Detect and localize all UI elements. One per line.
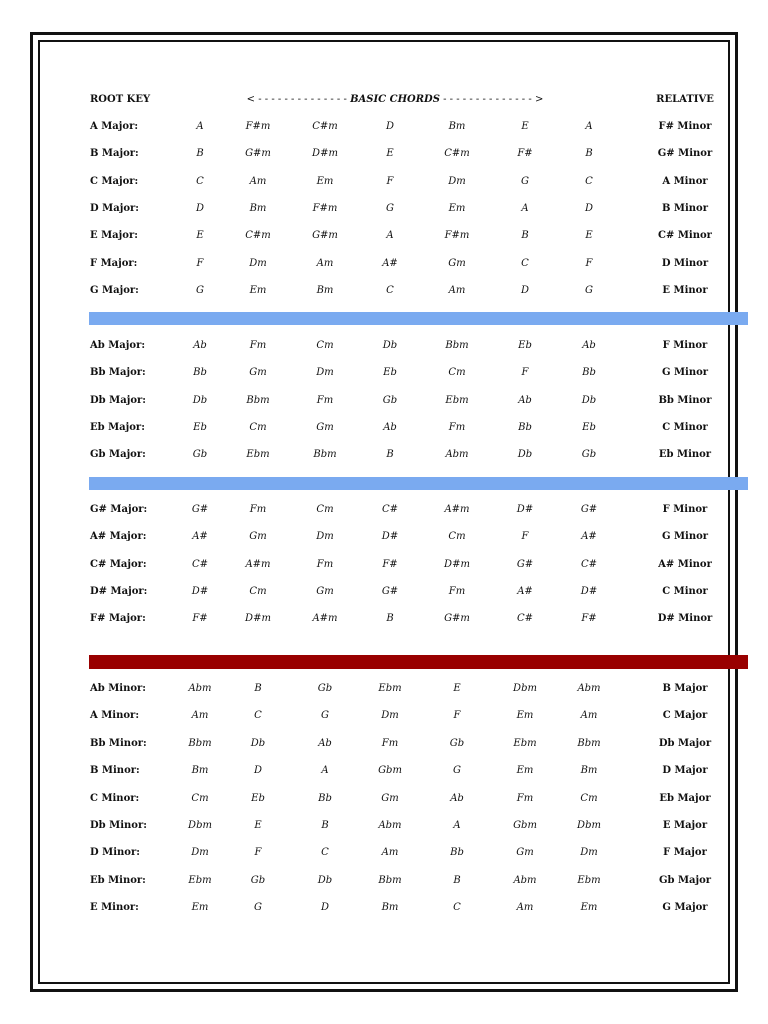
chord-row <box>0 502 768 518</box>
chord-cell: G# <box>516 558 534 570</box>
chord-row <box>0 256 768 272</box>
root-key-heading: ROOT KEY <box>90 94 151 105</box>
chord-cell: Fm <box>448 585 466 597</box>
relative-key-cell: G Major <box>662 902 708 914</box>
chord-cell: Am <box>249 175 267 187</box>
relative-key-cell: C Minor <box>662 585 708 597</box>
chord-cell: Gm <box>316 585 334 597</box>
chord-cell: A# <box>382 257 398 269</box>
chord-cell: Gb <box>581 449 597 461</box>
chord-cell: D# <box>516 504 534 515</box>
chord-cell: Bm <box>191 765 209 777</box>
chord-cell: Fm <box>249 340 267 351</box>
chord-cell: G <box>321 710 329 722</box>
chord-cell: Am <box>448 284 466 296</box>
relative-key-cell: G# Minor <box>657 148 713 160</box>
chord-cell: Bbm <box>378 874 402 886</box>
header-row <box>0 92 768 108</box>
chord-cell: C <box>321 847 329 859</box>
chord-cell: Am <box>191 710 209 722</box>
chord-cell: D# <box>381 531 399 543</box>
chord-cell: Dm <box>316 531 334 543</box>
chord-cell: Cm <box>580 792 598 804</box>
chord-cell: F <box>521 367 529 379</box>
chord-cell: E <box>386 148 394 160</box>
relative-key-cell: C# Minor <box>658 230 712 242</box>
chord-cell: Am <box>516 902 534 914</box>
chord-cell: Db <box>192 394 208 406</box>
chord-cell: A <box>196 121 204 132</box>
chord-cell: A# <box>581 531 597 543</box>
chord-cell: Dm <box>249 257 267 269</box>
chord-cell: Eb <box>518 340 532 351</box>
chord-cell: C# <box>381 504 399 515</box>
chord-cell: G <box>386 202 394 214</box>
root-key-cell: B Minor: <box>90 765 140 777</box>
relative-key-cell: C Major <box>662 710 708 722</box>
chord-cell: E <box>196 230 204 242</box>
chord-cell: G <box>521 175 529 187</box>
chord-cell: Em <box>249 284 267 296</box>
root-key-cell: Eb Minor: <box>90 874 146 886</box>
chord-row <box>0 119 768 135</box>
chord-cell: Cm <box>191 792 209 804</box>
chord-cell: Db <box>250 737 266 749</box>
chord-cell: Ebm <box>445 394 469 406</box>
chord-cell: F#m <box>444 230 470 242</box>
chord-row <box>0 845 768 861</box>
chord-cell: Eb <box>582 421 596 433</box>
chord-cell: F#m <box>245 121 271 132</box>
chord-cell: C# <box>516 613 534 625</box>
chord-row <box>0 736 768 752</box>
root-key-cell: D Minor: <box>90 847 140 859</box>
chord-cell: G# <box>191 504 209 515</box>
chord-cell: Bbm <box>577 737 601 749</box>
root-key-cell: Ab Minor: <box>90 683 147 694</box>
chord-cell: Fm <box>516 792 534 804</box>
arrow-right: > <box>534 94 544 105</box>
chord-cell: C# <box>191 558 209 570</box>
chord-cell: A#m <box>245 558 271 570</box>
relative-key-cell: D Major <box>662 765 708 777</box>
chord-cell: C <box>453 902 461 914</box>
arrow-left: < <box>246 94 256 105</box>
chord-row <box>0 201 768 217</box>
chord-cell: D <box>320 902 330 914</box>
chord-cell: A#m <box>312 613 338 625</box>
chord-cell: Ab <box>582 340 596 351</box>
dashes-right: - - - - - - - - - - - - - - <box>439 94 535 105</box>
chord-cell: E <box>521 121 529 132</box>
chord-cell: A <box>585 121 593 132</box>
chord-cell: Gb <box>449 737 465 749</box>
chord-row <box>0 900 768 916</box>
root-key-cell: A# Major: <box>90 531 147 543</box>
chord-cell: G#m <box>312 230 338 242</box>
chord-cell: Am <box>316 257 334 269</box>
chord-cell: Dm <box>316 367 334 379</box>
chord-cell: F# <box>517 148 533 160</box>
chord-cell: Em <box>580 902 598 914</box>
chord-cell: Fm <box>316 558 334 570</box>
relative-key-cell: E Major <box>662 820 708 831</box>
chord-cell: D <box>195 202 205 214</box>
chord-cell: Dbm <box>513 683 537 694</box>
chord-cell: Fm <box>381 737 399 749</box>
root-key-cell: D# Major: <box>90 585 148 597</box>
root-key-cell: Bb Major: <box>90 367 146 379</box>
chord-cell: Dm <box>580 847 598 859</box>
chord-cell: Cm <box>448 531 466 543</box>
chord-cell: Fm <box>316 394 334 406</box>
chord-cell: Dbm <box>577 820 601 831</box>
chord-cell: D <box>520 284 530 296</box>
chord-cell: Em <box>516 765 534 777</box>
relative-key-cell: D Minor <box>661 257 709 269</box>
chord-cell: Ab <box>450 792 464 804</box>
dashes-left: - - - - - - - - - - - - - - <box>255 94 351 105</box>
chord-row <box>0 611 768 627</box>
root-key-cell: C# Major: <box>90 558 147 570</box>
root-key-cell: Bb Minor: <box>90 737 147 749</box>
relative-key-cell: E Minor <box>662 284 708 296</box>
root-key-cell: Ab Major: <box>90 340 146 351</box>
chord-cell: Bbm <box>445 340 469 351</box>
root-key-cell: G# Major: <box>90 504 148 515</box>
chord-cell: Bbm <box>188 737 212 749</box>
root-key-cell: C Major: <box>90 175 139 187</box>
chord-cell: Bm <box>381 902 399 914</box>
chord-cell: Eb <box>383 367 397 379</box>
chord-cell: Ebm <box>577 874 601 886</box>
relative-key-cell: A# Minor <box>658 558 712 570</box>
chord-cell: Ab <box>318 737 332 749</box>
chord-cell: Ab <box>518 394 532 406</box>
chord-cell: B <box>585 148 593 160</box>
chord-cell: Db <box>581 394 597 406</box>
chord-row <box>0 763 768 779</box>
chord-row <box>0 791 768 807</box>
chord-cell: Ebm <box>188 874 212 886</box>
section-divider-blue <box>89 312 748 325</box>
chord-cell: B <box>254 683 262 694</box>
relative-key-cell: F Major <box>663 847 707 859</box>
chord-cell: Bb <box>193 367 207 379</box>
chord-cell: Gm <box>448 257 466 269</box>
chord-cell: Db <box>382 340 398 351</box>
chord-cell: F <box>521 531 529 543</box>
chord-cell: Bb <box>450 847 464 859</box>
chord-cell: F <box>585 257 593 269</box>
chord-cell: E <box>254 820 262 831</box>
chord-row <box>0 447 768 463</box>
chord-cell: Gb <box>317 683 333 694</box>
chord-cell: G <box>254 902 262 914</box>
relative-key-cell: Bb Minor <box>658 394 712 406</box>
relative-key-cell: G Minor <box>661 367 709 379</box>
chord-cell: D <box>253 765 263 777</box>
root-key-cell: A Major: <box>90 121 139 132</box>
chord-cell: Gb <box>382 394 398 406</box>
chord-cell: D <box>584 202 594 214</box>
chord-cell: C <box>254 710 262 722</box>
chord-cell: F# <box>192 613 208 625</box>
chord-cell: C <box>196 175 204 187</box>
chord-cell: G#m <box>245 148 271 160</box>
section-divider-blue <box>89 477 748 490</box>
chord-cell: Abm <box>445 449 469 461</box>
chord-cell: Am <box>381 847 399 859</box>
relative-key-cell: Eb Major <box>659 792 711 804</box>
chord-cell: Db <box>517 449 533 461</box>
chord-cell: F <box>196 257 204 269</box>
chord-cell: Ab <box>383 421 397 433</box>
chord-cell: A <box>386 230 394 242</box>
relative-key-cell: Db Major <box>658 737 712 749</box>
chord-cell: Eb <box>251 792 265 804</box>
relative-key-cell: B Minor <box>661 202 708 214</box>
basic-chords-heading <box>230 92 560 108</box>
chord-cell: A# <box>192 531 208 543</box>
chord-cell: F# <box>382 558 398 570</box>
chord-cell: Gbm <box>378 765 402 777</box>
relative-key-cell: F Minor <box>662 340 708 351</box>
chord-cell: G# <box>580 504 598 515</box>
chord-cell: Bbm <box>246 394 270 406</box>
root-key-cell: Db Minor: <box>90 820 147 831</box>
chord-cell: G# <box>381 585 399 597</box>
chord-cell: Bm <box>249 202 267 214</box>
relative-key-cell: Eb Minor <box>658 449 712 461</box>
chord-cell: Bm <box>580 765 598 777</box>
chord-cell: D#m <box>444 558 470 570</box>
chord-cell: Bm <box>448 121 466 132</box>
chord-cell: Gm <box>381 792 399 804</box>
chord-cell: C#m <box>312 121 338 132</box>
root-key-cell: F# Major: <box>90 613 146 625</box>
chord-cell: Gm <box>516 847 534 859</box>
root-key-cell: Eb Major: <box>90 421 145 433</box>
chord-cell: Eb <box>193 421 207 433</box>
chord-cell: A <box>321 765 329 777</box>
chord-cell: B <box>196 148 204 160</box>
chord-cell: C <box>585 175 593 187</box>
chord-cell: Cm <box>316 504 334 515</box>
chord-row <box>0 283 768 299</box>
chord-cell: Abm <box>513 874 537 886</box>
chord-cell: Bb <box>518 421 532 433</box>
chord-cell: Dm <box>191 847 209 859</box>
chord-cell: Ab <box>193 340 207 351</box>
chord-cell: Cm <box>448 367 466 379</box>
chord-cell: Am <box>580 710 598 722</box>
chord-row <box>0 557 768 573</box>
chord-cell: F <box>453 710 461 722</box>
chord-cell: F#m <box>312 202 338 214</box>
chord-cell: Ebm <box>513 737 537 749</box>
relative-key-cell: G Minor <box>661 531 709 543</box>
chord-cell: B <box>453 874 461 886</box>
relative-key-cell: A Minor <box>662 175 708 187</box>
chord-cell: B <box>521 230 529 242</box>
chord-cell: D#m <box>312 148 338 160</box>
relative-key-cell: F Minor <box>662 504 708 515</box>
chord-cell: Em <box>448 202 466 214</box>
chord-cell: Dm <box>381 710 399 722</box>
chord-cell: D# <box>191 585 209 597</box>
chord-row <box>0 228 768 244</box>
chord-row <box>0 818 768 834</box>
root-key-cell: D Major: <box>90 202 139 214</box>
root-key-cell: A Minor: <box>90 710 140 722</box>
chord-cell: Bbm <box>313 449 337 461</box>
chord-cell: B <box>321 820 329 831</box>
chord-cell: G#m <box>444 613 470 625</box>
chord-row <box>0 146 768 162</box>
root-key-cell: G Major: <box>90 284 139 296</box>
chord-cell: G <box>453 765 461 777</box>
root-key-cell: Gb Major: <box>90 449 146 461</box>
chord-row <box>0 584 768 600</box>
chord-cell: B <box>386 613 394 625</box>
chord-row <box>0 420 768 436</box>
chord-cell: C <box>521 257 529 269</box>
chord-cell: Dbm <box>188 820 212 831</box>
chord-cell: Bb <box>318 792 332 804</box>
root-key-cell: C Minor: <box>90 792 140 804</box>
chord-cell: D# <box>580 585 598 597</box>
chord-cell: B <box>386 449 394 461</box>
chord-cell: C#m <box>245 230 271 242</box>
root-key-cell: B Major: <box>90 148 139 160</box>
relative-heading: RELATIVE <box>656 94 714 105</box>
chord-cell: Gb <box>250 874 266 886</box>
chord-row <box>0 338 768 354</box>
basic-chords-label: BASIC CHORDS <box>350 94 440 105</box>
chord-cell: D#m <box>245 613 271 625</box>
chord-cell: Em <box>516 710 534 722</box>
chord-cell: Gm <box>249 531 267 543</box>
chord-cell: A#m <box>444 504 470 515</box>
chord-cell: G <box>196 284 204 296</box>
chord-cell: Ebm <box>378 683 402 694</box>
root-key-cell: E Minor: <box>90 902 139 914</box>
chord-cell: Cm <box>249 421 267 433</box>
chord-cell: Gm <box>249 367 267 379</box>
chord-cell: Bb <box>582 367 596 379</box>
chord-row <box>0 681 768 697</box>
chord-cell: Cm <box>316 340 334 351</box>
relative-key-cell: B Major <box>662 683 708 694</box>
chord-row <box>0 708 768 724</box>
chord-cell: Fm <box>448 421 466 433</box>
chord-row <box>0 365 768 381</box>
chord-row <box>0 873 768 889</box>
chord-row <box>0 174 768 190</box>
chord-cell: C#m <box>444 148 470 160</box>
chord-cell: Abm <box>188 683 212 694</box>
chord-cell: F# <box>581 613 597 625</box>
relative-key-cell: D# Minor <box>657 613 713 625</box>
chord-cell: Dm <box>448 175 466 187</box>
chord-cell: Db <box>317 874 333 886</box>
chord-cell: A <box>521 202 529 214</box>
chord-cell: A <box>453 820 461 831</box>
root-key-cell: F Major: <box>90 257 138 269</box>
chord-cell: Em <box>191 902 209 914</box>
chord-cell: F <box>386 175 394 187</box>
chord-cell: E <box>453 683 461 694</box>
chord-cell: E <box>585 230 593 242</box>
chord-cell: A# <box>517 585 533 597</box>
chord-cell: Fm <box>249 504 267 515</box>
section-divider-red <box>89 655 748 669</box>
chord-cell: Ebm <box>246 449 270 461</box>
chord-cell: Em <box>316 175 334 187</box>
relative-key-cell: F# Minor <box>658 121 712 132</box>
root-key-cell: Db Major: <box>90 394 146 406</box>
chord-cell: C <box>386 284 394 296</box>
relative-key-cell: Gb Major <box>658 874 712 886</box>
chord-cell: F <box>254 847 262 859</box>
chord-cell: C# <box>580 558 598 570</box>
root-key-cell: E Major: <box>90 230 138 242</box>
chord-cell: Abm <box>378 820 402 831</box>
chord-cell: Gbm <box>513 820 537 831</box>
chord-cell: Bm <box>316 284 334 296</box>
chord-cell: Abm <box>577 683 601 694</box>
chord-row <box>0 529 768 545</box>
chord-cell: Gm <box>316 421 334 433</box>
chord-cell: Cm <box>249 585 267 597</box>
chord-cell: G <box>585 284 593 296</box>
chord-cell: D <box>385 121 395 132</box>
chord-cell: Gb <box>192 449 208 461</box>
relative-key-cell: C Minor <box>662 421 708 433</box>
chord-row <box>0 393 768 409</box>
